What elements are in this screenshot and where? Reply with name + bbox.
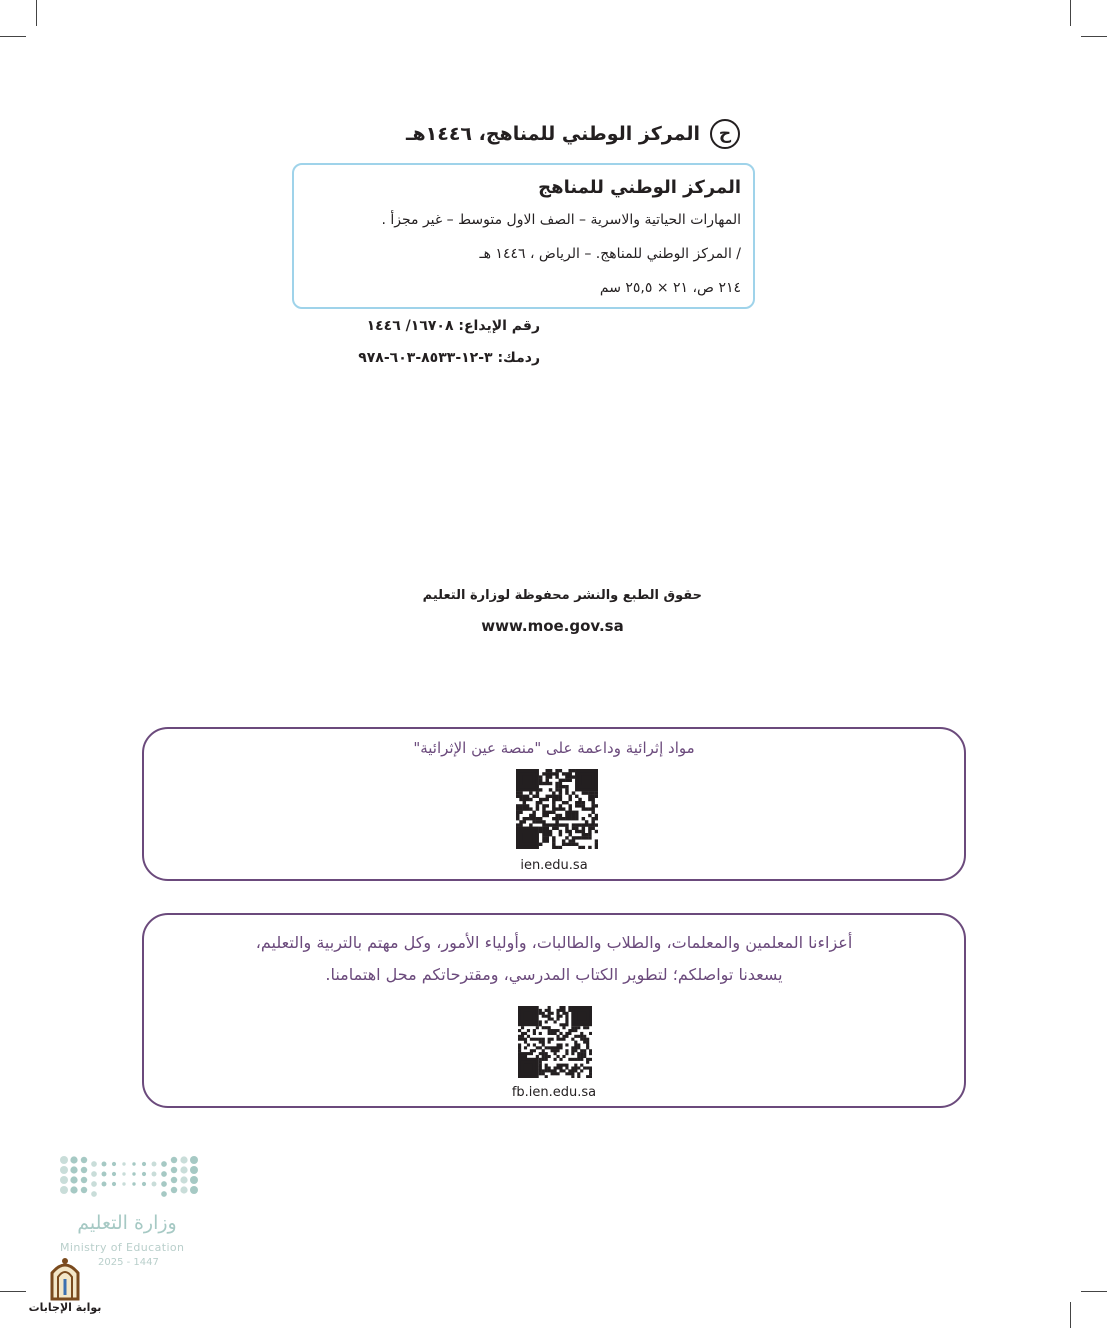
catalog-title: المركز الوطني للمناهج [538, 177, 741, 198]
ministry-dot [81, 1157, 87, 1163]
catalog-line-publisher: / المركز الوطني للمناهج. – الرياض ، ١٤٤٦ هـ [479, 246, 741, 262]
isbn-number: ردمك: ٣-١٢-٨٥٣٣-٦٠٣-٩٧٨ [358, 350, 540, 366]
feedback-qr-code-icon[interactable] [518, 1006, 592, 1078]
ministry-dot [81, 1187, 87, 1193]
ministry-dot [70, 1166, 77, 1173]
crop-mark [0, 1291, 26, 1292]
ministry-dot [102, 1162, 107, 1167]
crop-mark [1070, 1302, 1071, 1328]
ministry-year: 2025 - 1447 [98, 1257, 159, 1268]
ministry-dot [112, 1172, 116, 1176]
ien-platform-box [142, 727, 966, 881]
ministry-dot [180, 1186, 187, 1193]
ministry-name-ar: وزارة التعليم [77, 1212, 177, 1234]
ministry-dot [180, 1166, 187, 1173]
ministry-dot [60, 1186, 68, 1194]
ministry-dot [180, 1156, 187, 1163]
ministry-dot [91, 1171, 97, 1177]
feedback-box [142, 913, 966, 1108]
website-link[interactable]: www.moe.gov.sa [481, 617, 624, 635]
ministry-dot [142, 1182, 146, 1186]
ministry-dot [132, 1172, 135, 1175]
feedback-message-line2: يسعدنا تواصلكم؛ لتطوير الكتاب المدرسي، ومقترحاتكم محل اهتمامنا. [325, 965, 783, 984]
ministry-dot [190, 1186, 198, 1194]
ministry-dot [171, 1157, 177, 1163]
ministry-dot [161, 1191, 167, 1197]
ministry-dot [190, 1176, 198, 1184]
watermark [28, 1255, 102, 1321]
ministry-dot [102, 1182, 107, 1187]
crop-mark [36, 0, 37, 26]
ministry-name-en: Ministry of Education [60, 1241, 185, 1254]
ministry-dot [102, 1172, 107, 1177]
ministry-dot [122, 1172, 125, 1175]
deposit-number: رقم الإيداع: ١٦٧٠٨/ ١٤٤٦ [366, 318, 540, 334]
ministry-dot [132, 1162, 135, 1165]
ministry-dot [112, 1182, 116, 1186]
ministry-dot [91, 1181, 97, 1187]
ien-caption: مواد إثرائية وداعمة على "منصة عين الإثرائية" [413, 739, 695, 757]
copyright-text: المركز الوطني للمناهج، ١٤٤٦هـ [405, 123, 700, 145]
ministry-dot [152, 1172, 157, 1177]
ministry-dot [171, 1167, 177, 1173]
ministry-dot [171, 1177, 177, 1183]
ministry-dot [122, 1182, 125, 1185]
ministry-dot [91, 1161, 97, 1167]
ministry-dot [142, 1162, 146, 1166]
ministry-dot [132, 1182, 135, 1185]
watermark-text: بوابة الإجابات [28, 1301, 102, 1314]
ministry-dot [190, 1166, 198, 1174]
ministry-dot [180, 1176, 187, 1183]
ministry-dot [60, 1176, 68, 1184]
catalog-line-subject: المهارات الحياتية والاسرية – الصف الاول متوسط – غير مجزأ . [381, 212, 741, 228]
copyright-symbol: ح [710, 119, 740, 149]
crop-mark [1081, 1291, 1107, 1292]
ministry-dot [81, 1167, 87, 1173]
ministry-dot [152, 1182, 157, 1187]
ministry-dot [112, 1162, 116, 1166]
lantern-icon [28, 1255, 102, 1301]
crop-mark [1081, 36, 1107, 37]
ministry-dot [161, 1161, 167, 1167]
ministry-dot [81, 1177, 87, 1183]
crop-mark [0, 36, 26, 37]
catalog-line-pages: ٢١٤ ص، ٢١ × ٢٥,٥ سم [599, 280, 741, 296]
ministry-dot [91, 1191, 97, 1197]
feedback-message-line1: أعزاءنا المعلمين والمعلمات، والطلاب والطالبات، وأولياء الأمور، وكل مهتم بالتربية والتعليم، [255, 933, 853, 952]
catalog-record-box [292, 163, 755, 309]
ministry-dot [122, 1162, 125, 1165]
ien-url[interactable]: ien.edu.sa [520, 858, 588, 873]
ministry-dot [70, 1186, 77, 1193]
ministry-dot [70, 1156, 77, 1163]
ministry-dot [60, 1156, 68, 1164]
ministry-dots-icon [58, 1150, 198, 1202]
ministry-dot [161, 1181, 167, 1187]
ministry-dot [60, 1166, 68, 1174]
ministry-dot [142, 1172, 146, 1176]
feedback-url[interactable]: fb.ien.edu.sa [511, 1085, 597, 1100]
ministry-dot [190, 1156, 198, 1164]
ministry-dot [70, 1176, 77, 1183]
ministry-dot [171, 1187, 177, 1193]
crop-mark [1070, 0, 1071, 26]
ien-qr-code-icon[interactable] [516, 769, 598, 849]
rights-notice: حقوق الطبع والنشر محفوظة لوزارة التعليم [422, 588, 702, 603]
copyright-heading [380, 116, 740, 152]
ministry-dot [161, 1171, 167, 1177]
ministry-dot [152, 1162, 157, 1167]
